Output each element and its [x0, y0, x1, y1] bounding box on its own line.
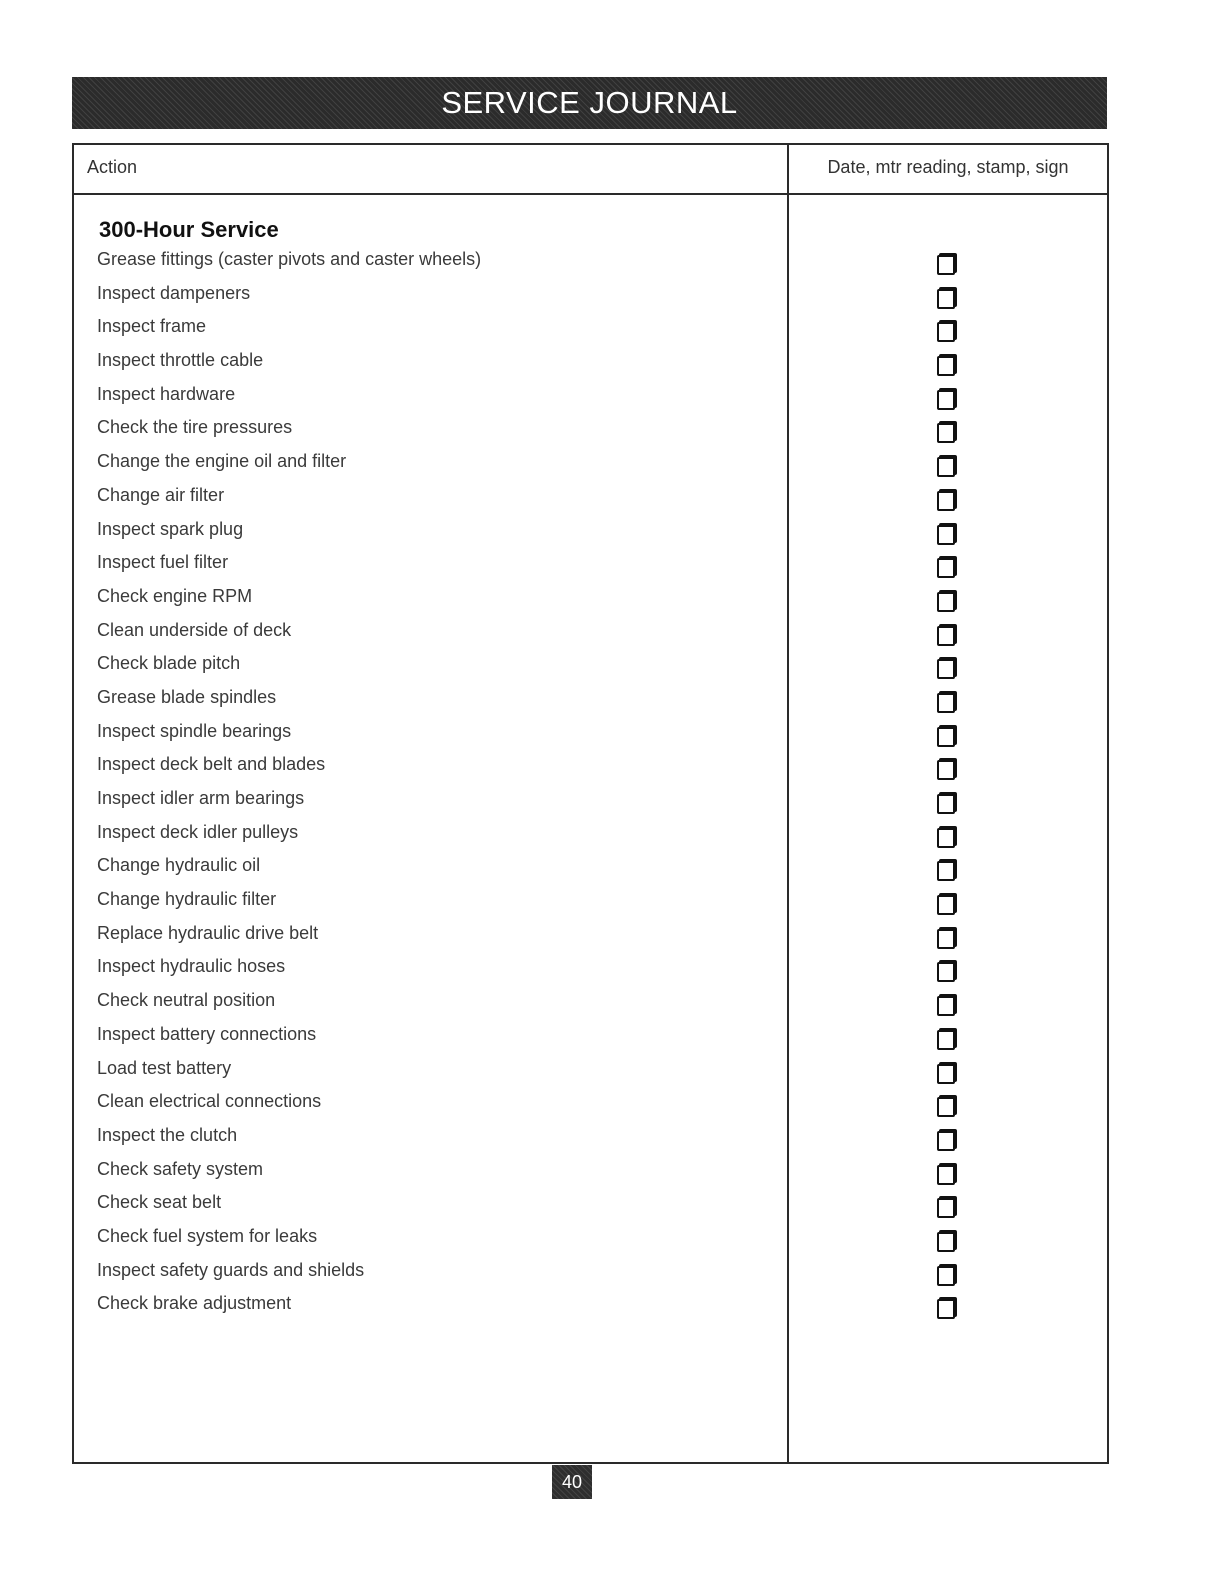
service-item: Inspect spark plug — [97, 518, 244, 539]
journal-banner — [72, 77, 1107, 129]
service-table — [72, 143, 1109, 1464]
checkbox[interactable] — [937, 626, 955, 646]
service-item: Change the engine oil and filter — [97, 451, 347, 472]
service-item: Check the tire pressures — [97, 417, 293, 438]
service-item: Check safety system — [97, 1158, 264, 1179]
service-item: Check neutral position — [97, 990, 276, 1011]
checkbox[interactable] — [937, 895, 955, 915]
service-item: Check brake adjustment — [97, 1293, 292, 1314]
service-item: Change hydraulic filter — [97, 889, 277, 910]
service-item: Inspect dampeners — [97, 282, 251, 303]
page-title: SERVICE JOURNAL — [441, 85, 738, 120]
service-item: Clean underside of deck — [97, 619, 292, 640]
checkbox[interactable] — [937, 525, 955, 545]
checkbox[interactable] — [937, 558, 955, 578]
checkbox[interactable] — [937, 996, 955, 1016]
checkbox[interactable] — [937, 322, 955, 342]
checkbox[interactable] — [937, 1299, 955, 1319]
checkbox[interactable] — [937, 727, 955, 747]
service-item: Replace hydraulic drive belt — [97, 922, 319, 943]
checkbox[interactable] — [937, 760, 955, 780]
service-item: Load test battery — [97, 1057, 232, 1078]
service-item: Inspect idler arm bearings — [97, 788, 305, 808]
checkbox[interactable] — [937, 794, 955, 814]
action-column-header: Action — [87, 157, 138, 177]
checkbox[interactable] — [937, 1030, 955, 1050]
service-item-list — [97, 243, 481, 1321]
service-item: Inspect spindle bearings — [97, 720, 292, 741]
checkbox[interactable] — [937, 1097, 955, 1117]
service-item: Grease blade spindles — [97, 686, 277, 707]
checkbox[interactable] — [937, 828, 955, 848]
checkbox[interactable] — [937, 861, 955, 881]
service-item: Change hydraulic oil — [97, 855, 261, 876]
checkbox[interactable] — [937, 1131, 955, 1151]
service-item: Change air filter — [97, 484, 225, 505]
service-item: Check blade pitch — [97, 653, 241, 674]
record-column-header: Date, mtr reading, stamp, sign — [827, 157, 1069, 177]
checkbox[interactable] — [937, 693, 955, 713]
checkbox[interactable] — [937, 423, 955, 443]
checkbox[interactable] — [937, 1064, 955, 1084]
service-item: Check seat belt — [97, 1192, 222, 1213]
service-item: Inspect hydraulic hoses — [97, 956, 286, 977]
checkbox[interactable] — [937, 962, 955, 982]
checkbox[interactable] — [937, 255, 955, 275]
checkbox[interactable] — [937, 390, 955, 410]
checkbox[interactable] — [937, 289, 955, 309]
checkbox[interactable] — [937, 659, 955, 679]
checkbox[interactable] — [937, 1232, 955, 1252]
service-item: Inspect safety guards and shields — [97, 1259, 365, 1280]
service-item: Check engine RPM — [97, 585, 253, 606]
page-number: 40 — [552, 1465, 592, 1499]
column-divider — [787, 145, 789, 1462]
checkbox[interactable] — [937, 592, 955, 612]
section-title: 300-Hour Service — [99, 217, 279, 242]
checkbox[interactable] — [937, 491, 955, 511]
service-item: Grease fittings (caster pivots and caster wheels) — [97, 249, 482, 269]
service-item: Inspect throttle cable — [97, 350, 264, 371]
service-item: Check fuel system for leaks — [97, 1225, 318, 1246]
service-item: Inspect hardware — [97, 383, 236, 404]
service-item: Inspect deck belt and blades — [97, 754, 326, 775]
service-item: Inspect frame — [97, 316, 207, 337]
header-divider — [74, 193, 1107, 195]
service-item: Inspect battery connections — [97, 1023, 317, 1044]
service-item: Inspect deck idler pulleys — [97, 821, 299, 842]
checkbox[interactable] — [937, 1165, 955, 1185]
service-item: Inspect the clutch — [97, 1124, 238, 1145]
checkbox[interactable] — [937, 457, 955, 477]
service-item: Inspect fuel filter — [97, 552, 229, 573]
checkbox[interactable] — [937, 1266, 955, 1286]
checkbox[interactable] — [937, 356, 955, 376]
service-item: Clean electrical connections — [97, 1091, 322, 1112]
checkbox[interactable] — [937, 929, 955, 949]
checkbox[interactable] — [937, 1198, 955, 1218]
